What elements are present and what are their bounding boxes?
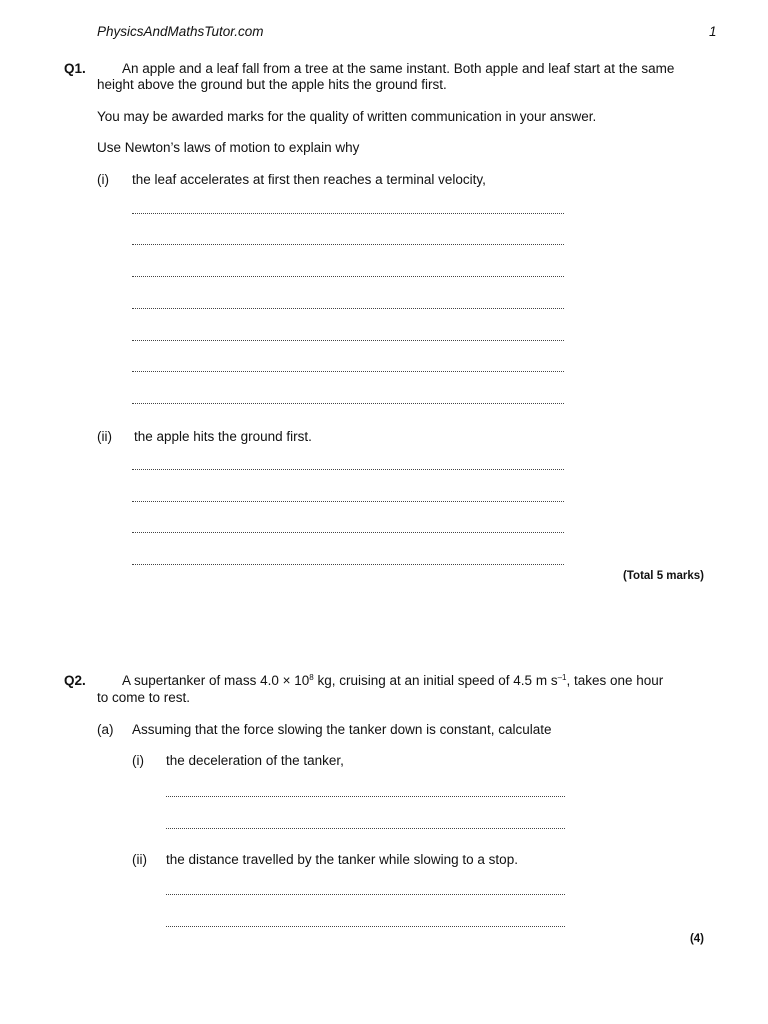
q1-number: Q1. [64,61,86,76]
q1-instruction: Use Newton’s laws of motion to explain why [97,140,360,155]
q1-part-ii-text: the apple hits the ground first. [134,429,312,444]
answer-line[interactable] [132,564,564,565]
answer-line[interactable] [166,828,565,829]
q1-part-i-text: the leaf accelerates at first then reaches a terminal velocity, [132,172,486,187]
q2-number: Q2. [64,673,86,688]
site-header: PhysicsAndMathsTutor.com [97,24,264,39]
answer-line[interactable] [132,501,564,502]
q1-part-i-label: (i) [97,172,109,187]
q2-part-a-text: Assuming that the force slowing the tanker down is constant, calculate [132,722,552,737]
q2-sub-i-text: the deceleration of the tanker, [166,753,344,768]
answer-line[interactable] [132,403,564,404]
answer-line[interactable] [132,276,564,277]
answer-line[interactable] [132,340,564,341]
q1-qwc-note: You may be awarded marks for the quality of written communication in your answer. [97,109,597,124]
q1-part-ii-label: (ii) [97,429,112,444]
answer-line[interactable] [132,308,564,309]
answer-line[interactable] [132,371,564,372]
q1-intro-line2: height above the ground but the apple hits the ground first. [97,77,447,92]
answer-line[interactable] [132,469,564,470]
q2-intro-line1: A supertanker of mass $4.0 \times 10^8$ kg, cruising at an initial speed of 4.5 m $s^{-1}$, takes one hour [122,673,664,688]
page-number: 1 [709,24,717,39]
q2-marks: (4) [689,933,704,945]
answer-line[interactable] [132,213,564,214]
q2-intro-line2: to come to rest. [97,690,191,705]
q1-total-marks: (Total 5 marks) [623,570,704,582]
answer-line[interactable] [166,894,565,895]
q2-sub-ii-text: the distance travelled by the tanker while slowing to a stop. [166,852,518,867]
q2-sub-ii-label: (ii) [132,852,147,867]
answer-line[interactable] [132,532,564,533]
q1-intro-line1: An apple and a leaf fall from a tree at the same instant. Both apple and leaf start at the same [122,61,675,76]
answer-line[interactable] [166,796,565,797]
answer-line[interactable] [132,244,564,245]
answer-line[interactable] [166,926,565,927]
q2-part-a-label: (a) [97,722,114,737]
q2-sub-i-label: (i) [132,753,144,768]
